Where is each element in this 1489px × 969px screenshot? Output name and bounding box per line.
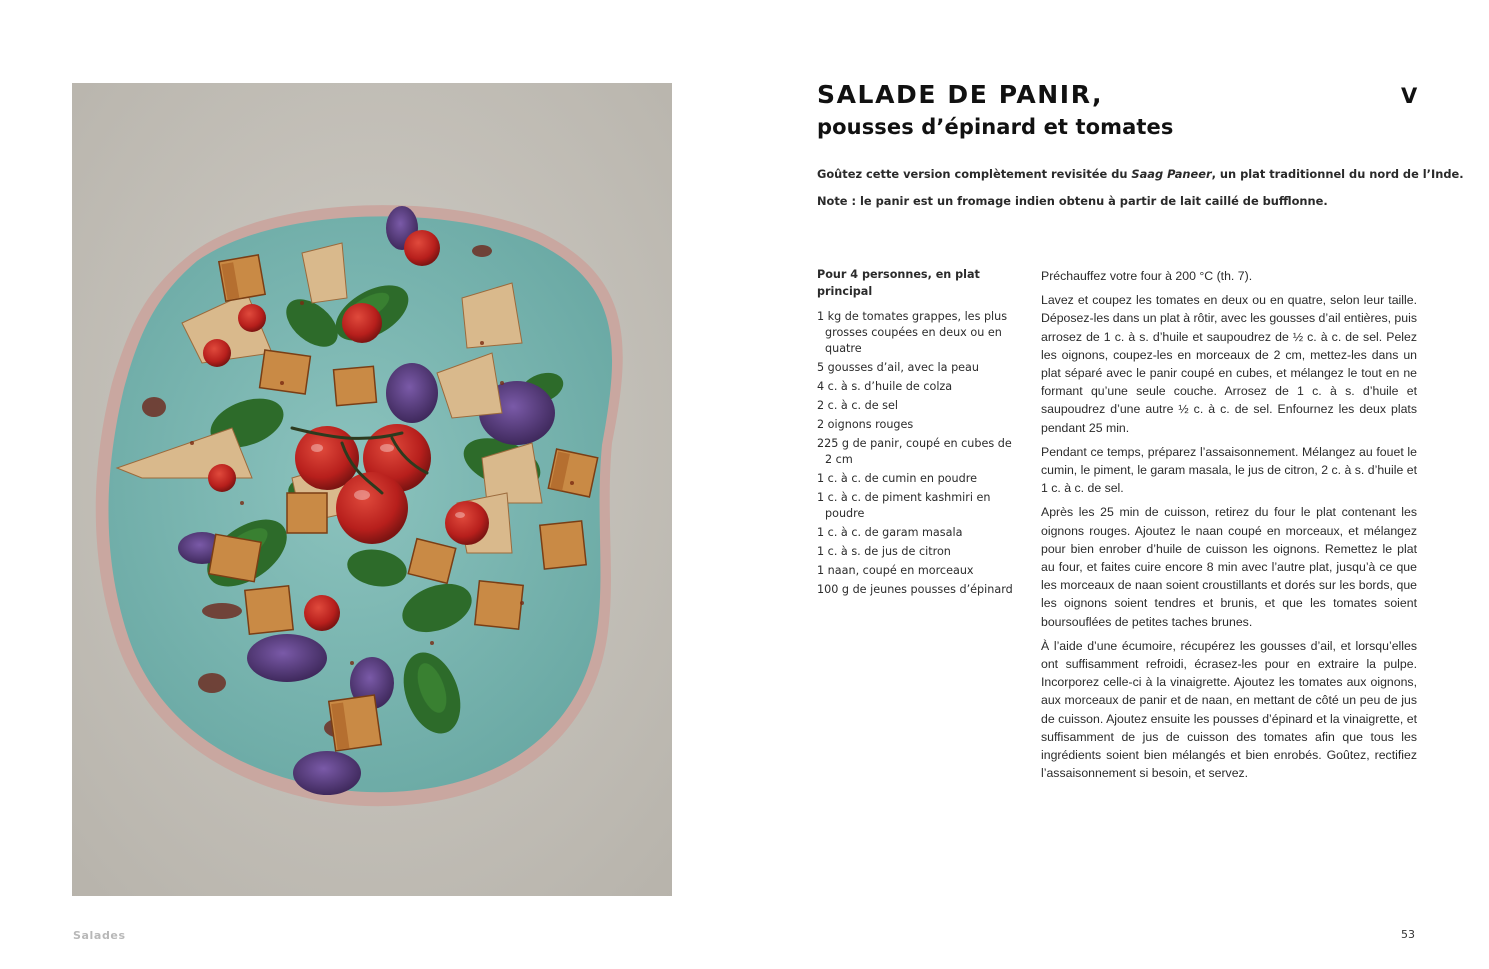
ingredients-list: [817, 309, 1017, 598]
ingredients-column: [817, 267, 1017, 601]
recipe-title-line2: pousses d’épinard et tomates: [817, 115, 1174, 139]
method-step: À l’aide d’une écumoire, récupérez les gousses d’ail, et lorsqu’elles ont suffisamment refroidi, écrasez-les pour en extraire la pulpe. Incorporez celle-ci à la vinaigrette. Ajoutez les tomates aux oignons, aux morceaux de panir et de naan, en mettant de côté un peu de jus de cuisson. Ajoutez ensuite les pousses d’épinard et la vinaigrette, et suffisamment de jus de cuisson des tomates afin que tous les ingrédients soient bien mélangés et bien enrobés. Goûtez, rectifiez l’assaisonnement si besoin, et servez.: [1041, 638, 1417, 781]
salad-photo: [72, 83, 672, 896]
recipe-title-line1: SALADE DE PANIR,: [817, 80, 1104, 109]
ingredient-item: 100 g de jeunes pousses d’épinard: [817, 583, 1013, 596]
method-step: Lavez et coupez les tomates en deux ou en quatre, selon leur taille. Déposez-les dans un plat à rôtir, avec les gousses d’ail entières, puis arrosez de 1 c. à s. d’huile et saupoudrez de ½ c. à c. de sel. Pelez les oignons, coupez-les en morceaux de 2 cm, mettez-les dans un plat séparé avec le panir coupé en cubes, et mélangez le tout en ne formant qu’une seule couche. Arrosez de 1 c. à s. d’huile et saupoudrez d’une autre ½ c. à c. de sel. Enfournez les deux plats pendant 25 min.: [1041, 293, 1417, 435]
intro-after: , un plat traditionnel du nord de l’Inde.: [1211, 167, 1464, 181]
ingredient-item: 1 c. à c. de cumin en poudre: [817, 472, 977, 485]
method-step: Préchauffez votre four à 200 °C (th. 7).: [1041, 269, 1253, 283]
ingredient-item: 2 c. à c. de sel: [817, 399, 898, 412]
ingredient-item: 4 c. à s. d’huile de colza: [817, 380, 953, 393]
method-step: Après les 25 min de cuisson, retirez du four le plat contenant les oignons rouges. Ajoutez le naan coupé en morceaux, et mélangez pour bien enrober d’huile de cuisson les oignons. Remettez le plat au four, et faites cuire encore 8 min avec l’autre plat, jusqu’à ce que les morceaux de naan soient croustillants et dorés sur les bords, que les oignons soient tendres et brunis, et que les tomates soient boursouflées de petites taches brunes.: [1041, 505, 1417, 629]
ingredient-item: 5 gousses d’ail, avec la peau: [817, 361, 979, 374]
method-column: [1041, 267, 1417, 788]
ingredient-item: 1 c. à s. de jus de citron: [817, 545, 951, 558]
recipe-note: Note : le panir est un fromage indien obtenu à partir de lait caillé de bufflonne.: [817, 194, 1328, 208]
ingredient-item: 1 naan, coupé en morceaux: [817, 564, 974, 577]
recipe-title: [817, 80, 1173, 144]
page-number: 53: [1401, 928, 1415, 941]
section-name: Salades: [73, 929, 126, 942]
servings-heading: Pour 4 personnes, en plat principal: [817, 268, 980, 298]
method-step: Pendant ce temps, préparez l’assaisonnement. Mélangez au fouet le cumin, le piment, le garam masala, le jus de citron, 2 c. à s. d’huile et 1 c. à c. de sel.: [1041, 444, 1417, 496]
ingredient-item: 1 c. à c. de piment kashmiri en poudre: [817, 491, 991, 520]
intro-dish-name: Saag Paneer: [1131, 167, 1212, 181]
vegetarian-badge: V: [1401, 84, 1418, 108]
ingredient-item: 1 c. à c. de garam masala: [817, 526, 963, 539]
intro-before: Goûtez cette version complètement revisitée du: [817, 167, 1132, 181]
recipe-intro: [817, 166, 1464, 183]
salad-plate-illustration: [72, 83, 672, 896]
ingredient-item: 2 oignons rouges: [817, 418, 914, 431]
ingredient-item: 1 kg de tomates grappes, les plus grosses coupées en deux ou en quatre: [817, 310, 1008, 355]
ingredient-item: 225 g de panir, coupé en cubes de 2 cm: [817, 437, 1012, 466]
